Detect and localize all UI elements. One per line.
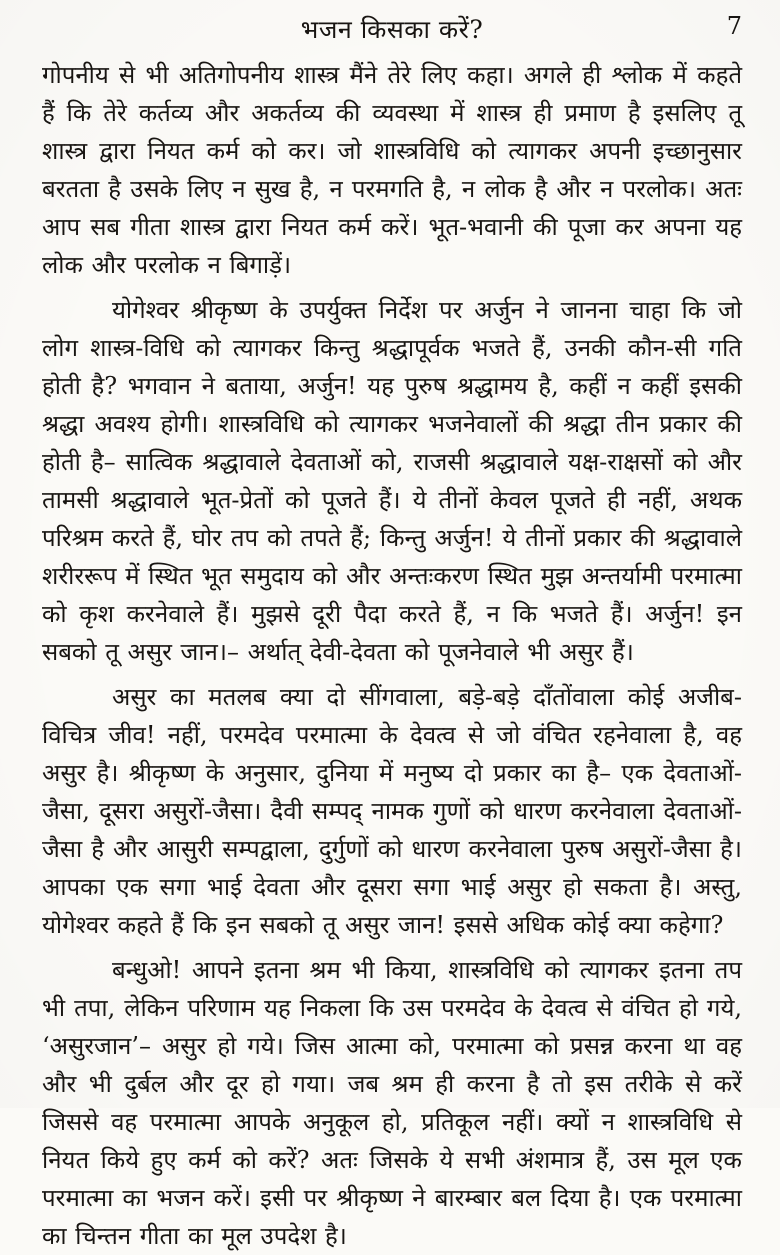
paragraph-1: गोपनीय से भी अतिगोपनीय शास्त्र मैंने तेरे लिए कहा। अगले ही श्लोक में कहते हैं कि तेरे कर्तव्य और अकर्तव्य की व्यवस्था में शास्त्र ही प्रमाण है इसलिए तू शास्त्र द्वारा नियत कर्म को कर। जो शास्त्रविधि को त्यागकर अपनी इच्छानुसार बरतता है उसके लिए न सुख है, न परमगति है, न लोक है और न परलोक। अतः आप सब गीता शास्त्र द्वारा नियत कर्म करें। भूत-भवानी की पूजा कर अपना यह लोक और परलोक न बिगाड़ें। bbox=[42, 61, 742, 279]
page-header bbox=[42, 10, 742, 50]
paragraph-2: योगेश्वर श्रीकृष्ण के उपर्युक्त निर्देश पर अर्जुन ने जानना चाहा कि जो लोग शास्त्र-विधि को त्यागकर किन्तु श्रद्धापूर्वक भजते हैं, उनकी कौन-सी गति होती है? भगवान ने बताया, अर्जुन! यह पुरुष श्रद्धामय है, कहीं न कहीं इसकी श्रद्धा अवश्य होगी। शास्त्रविधि को त्यागकर भजनेवालों की श्रद्धा तीन प्रकार की होती है– सात्विक श्रद्धावाले देवताओं को, राजसी श्रद्धावाले यक्ष-राक्षसों को और तामसी श्रद्धावाले भूत-प्रेतों को पूजते हैं। ये तीनों केवल पूजते ही नहीं, अथक परिश्रम करते हैं, घोर तप को तपते हैं; किन्तु अर्जुन! ये तीनों प्रकार की श्रद्धावाले शरीररूप में स्थित भूत समुदाय को और अन्तःकरण स्थित मुझ अन्तर्यामी परमात्मा को कृश करनेवाले हैं। मुझसे दूरी पैदा करते हैं, न कि भजते हैं। अर्जुन! इन सबको तू असुर जान।– अर्थात् देवी-देवता को पूजनेवाले भी असुर हैं। bbox=[42, 296, 742, 666]
page-number: 7 bbox=[726, 12, 742, 40]
paragraph-4: बन्धुओ! आपने इतना श्रम भी किया, शास्त्रविधि को त्यागकर इतना तप भी तपा, लेकिन परिणाम यह निकला कि उस परमदेव के देवत्व से वंचित हो गये, ‘असुरजान’– असुर हो गये। जिस आत्मा को, परमात्मा को प्रसन्न करना था वह और भी दुर्बल और दूर हो गया। जब श्रम ही करना है तो इस तरीके से करें जिससे वह परमात्मा आपके अनुकूल हो, प्रतिकूल नहीं। क्यों न शास्त्रविधि से नियत किये हुए कर्म को करें? अतः जिसके ये सभी अंशमात्र हैं, उस मूल एक परमात्मा का भजन करें। इसी पर श्रीकृष्ण ने बारम्बार बल दिया है। एक परमात्मा का चिन्तन गीता का मूल उपदेश है। bbox=[42, 956, 742, 1250]
running-title: भजन किसका करें? bbox=[300, 15, 484, 44]
page-body bbox=[42, 56, 742, 1255]
paragraph-3: असुर का मतलब क्या दो सींगवाला, बड़े-बड़े दाँतोंवाला कोई अजीब-विचित्र जीव! नहीं, परमदेव परमात्मा के देवत्व से जो वंचित रहनेवाला है, वह असुर है। श्रीकृष्ण के अनुसार, दुनिया में मनुष्य दो प्रकार का है– एक देवताओं-जैसा, दूसरा असुरों-जैसा। दैवी सम्पद् नामक गुणों को धारण करनेवाला देवताओं-जैसा है और आसुरी सम्पद्वाला, दुर्गुणों को धारण करनेवाला पुरुष असुरों-जैसा है। आपका एक सगा भाई देवता और दूसरा सगा भाई असुर हो सकता है। अस्तु, योगेश्वर कहते हैं कि इन सबको तू असुर जान! इससे अधिक कोई क्या कहेगा? bbox=[42, 683, 742, 939]
